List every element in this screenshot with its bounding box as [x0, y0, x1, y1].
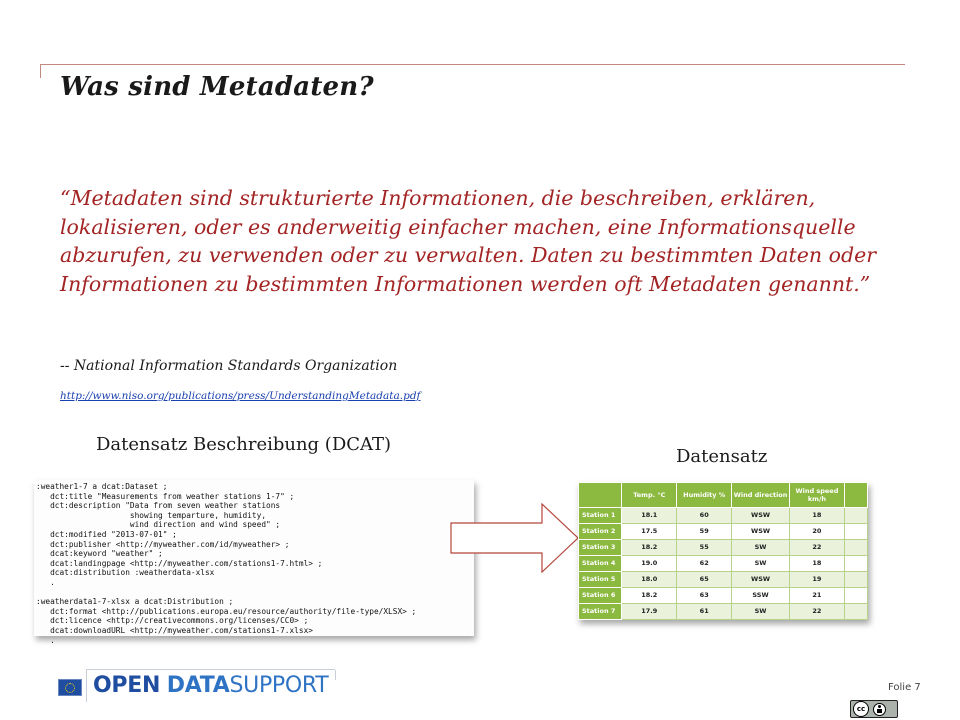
- direction-cell: SSW: [732, 587, 790, 603]
- speed-cell: 18: [789, 555, 844, 571]
- logo-support: SUPPORT: [229, 673, 329, 698]
- table-row: [579, 523, 868, 539]
- station-cell: Station 2: [579, 523, 622, 539]
- table-row: [579, 603, 868, 619]
- by-person-icon: [873, 703, 886, 716]
- temp-cell: 18.2: [622, 539, 677, 555]
- logo-text: [93, 673, 328, 698]
- temp-cell: 18.1: [622, 507, 677, 523]
- humidity-cell: 59: [677, 523, 732, 539]
- column-header: Wind direction: [732, 483, 790, 508]
- code-line: .: [36, 635, 55, 645]
- empty-cell: [844, 507, 867, 523]
- slide-frame-top-line: [40, 64, 905, 65]
- empty-cell: [844, 523, 867, 539]
- column-header: Wind speed km/h: [789, 483, 844, 508]
- logo-open: OPEN: [93, 673, 161, 698]
- direction-cell: WSW: [732, 523, 790, 539]
- code-line: wind direction and wind speed" ;: [36, 520, 281, 530]
- code-line: dcat:landingpage <http://myweather.com/stations1-7.html> ;: [36, 558, 323, 568]
- code-line: dct:licence <http://creativecommons.org/licenses/CC0> ;: [36, 616, 309, 626]
- code-line: .: [36, 577, 55, 587]
- slide-frame-left-line: [40, 64, 41, 78]
- table-row: [579, 555, 868, 571]
- table-row: [579, 539, 868, 555]
- humidity-cell: 61: [677, 603, 732, 619]
- code-line: dct:format <http://publications.europa.eu/resource/authority/file-type/XLSX> ;: [36, 606, 417, 616]
- definition-quote: “Metadaten sind strukturierte Informationen, die beschreiben, erklären, lokalisieren, oder es anderweitig einfacher machen, eine Informationsquelle abzurufen, zu verwenden oder zu verwalten. Daten zu bestimmten Daten oder Informationen zu bestimmten Informationen werden oft Metadaten genannt.”: [60, 186, 877, 296]
- table-corner-cell: [579, 483, 622, 508]
- cc-icon: cc: [853, 701, 869, 717]
- dcat-label: Datensatz Beschreibung (DCAT): [96, 434, 392, 455]
- code-line: dcat:distribution :weatherdata-xlsx: [36, 568, 215, 578]
- column-header: Temp. °C: [622, 483, 677, 508]
- empty-cell: [844, 539, 867, 555]
- speed-cell: 22: [789, 603, 844, 619]
- speed-cell: 18: [789, 507, 844, 523]
- station-cell: Station 5: [579, 571, 622, 587]
- speed-cell: 19: [789, 571, 844, 587]
- humidity-cell: 55: [677, 539, 732, 555]
- dataset-label: Datensatz: [676, 446, 768, 467]
- column-header-empty: [844, 483, 867, 508]
- empty-cell: [844, 555, 867, 571]
- table-row: [579, 571, 868, 587]
- direction-cell: WSW: [732, 571, 790, 587]
- logo-data: DATA: [166, 673, 230, 698]
- dcat-code-box: [34, 480, 474, 645]
- humidity-cell: 62: [677, 555, 732, 571]
- temp-cell: 17.9: [622, 603, 677, 619]
- logo-frame: [86, 669, 335, 702]
- source-link[interactable]: http://www.niso.org/publications/press/UnderstandingMetadata.pdf: [60, 390, 421, 402]
- station-cell: Station 3: [579, 539, 622, 555]
- temp-cell: 18.0: [622, 571, 677, 587]
- speed-cell: 21: [789, 587, 844, 603]
- code-line: :weather1-7 a dcat:Dataset ;: [36, 482, 168, 491]
- code-line: dcat:keyword "weather" ;: [36, 549, 163, 559]
- slide-title: Was sind Metadaten?: [60, 72, 374, 102]
- empty-cell: [844, 587, 867, 603]
- temp-cell: 17.5: [622, 523, 677, 539]
- eu-flag-icon: [58, 679, 82, 696]
- station-cell: Station 6: [579, 587, 622, 603]
- temp-cell: 19.0: [622, 555, 677, 571]
- humidity-cell: 60: [677, 507, 732, 523]
- direction-cell: SW: [732, 539, 790, 555]
- empty-cell: [844, 571, 867, 587]
- quote-attribution: -- National Information Standards Organization: [60, 358, 398, 374]
- code-line: dct:publisher <http://myweather.com/id/myweather> ;: [36, 539, 290, 549]
- station-cell: Station 4: [579, 555, 622, 571]
- right-arrow-icon: [450, 503, 580, 573]
- code-line: dcat:downloadURL <http://myweather.com/stations1-7.xlsx>: [36, 625, 313, 635]
- dataset-table: [578, 482, 868, 620]
- temp-cell: 18.2: [622, 587, 677, 603]
- code-line: dct:description "Data from seven weather stations: [36, 501, 281, 511]
- table-row: [579, 587, 868, 603]
- direction-cell: WSW: [732, 507, 790, 523]
- open-data-support-logo: [58, 668, 335, 706]
- slide-number: Folie 7: [888, 682, 921, 693]
- direction-cell: SW: [732, 555, 790, 571]
- code-line: dct:title "Measurements from weather stations 1-7" ;: [36, 491, 295, 501]
- code-line: :weatherdata1-7-xlsx a dcat:Distribution ;: [36, 597, 234, 607]
- speed-cell: 22: [789, 539, 844, 555]
- column-header: Humidity %: [677, 483, 732, 508]
- cc-by-icon: [850, 700, 898, 718]
- dcat-code: [34, 480, 474, 647]
- station-cell: Station 7: [579, 603, 622, 619]
- table-row: [579, 507, 868, 523]
- dataset-table-box: [578, 482, 868, 620]
- direction-cell: SW: [732, 603, 790, 619]
- humidity-cell: 63: [677, 587, 732, 603]
- code-line: dct:modified "2013-07-01" ;: [36, 529, 177, 539]
- code-line: showing temparture, humidity,: [36, 510, 267, 520]
- speed-cell: 20: [789, 523, 844, 539]
- humidity-cell: 65: [677, 571, 732, 587]
- station-cell: Station 1: [579, 507, 622, 523]
- empty-cell: [844, 603, 867, 619]
